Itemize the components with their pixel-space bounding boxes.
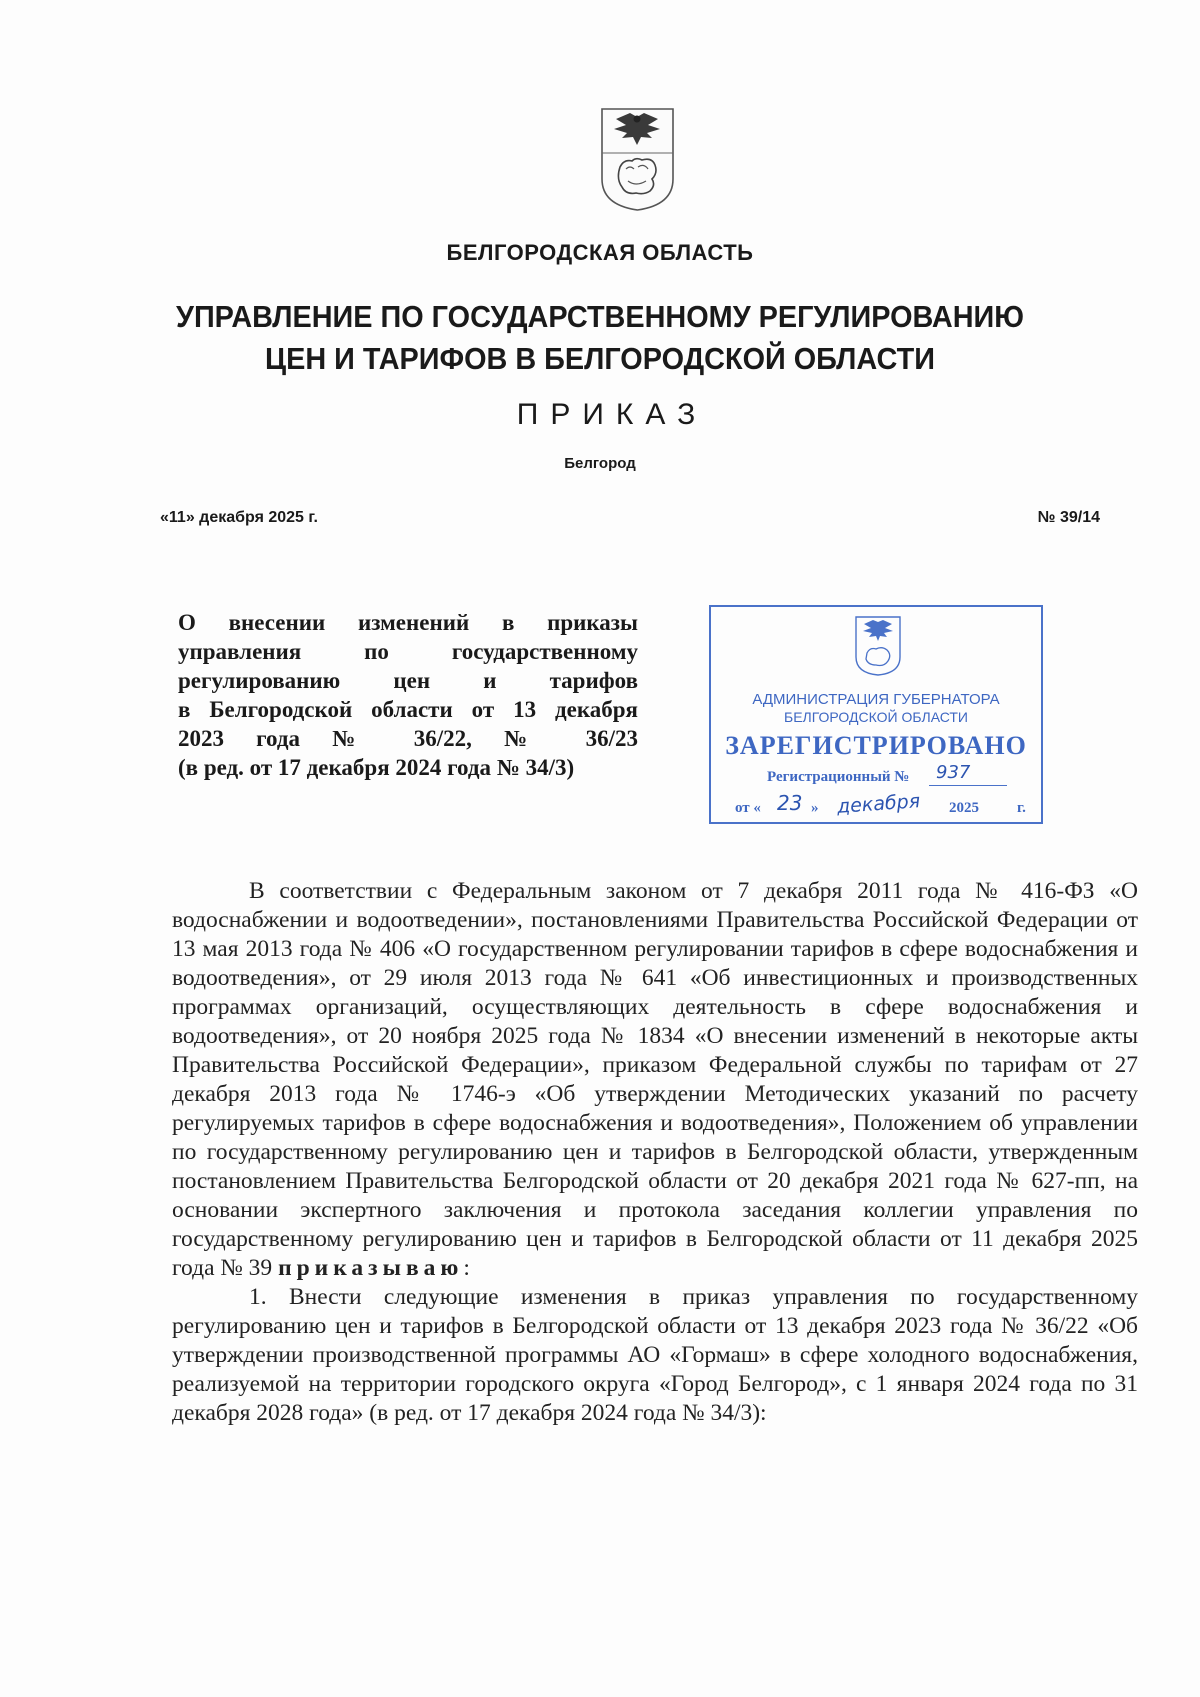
order-date: «11» декабря 2025 г.: [160, 509, 318, 526]
subject-line: в Белгородской области от 13 декабря: [178, 697, 638, 722]
order-body: [172, 877, 1138, 1428]
preamble-end: :: [463, 1255, 470, 1281]
preamble-text: В соответствии с Федеральным законом от 7 декабря 2011 года № 416-ФЗ «О водоснабжении и водоотведении», постановлениями Правительства Российской Федерации от 13 мая 2013 года № 406 «О государственном регулировании тарифов в сфере водоснабжения и водоотведения», от 29 июля 2013 года № 641 «Об инвестиционных и производственных программах организаций, осуществляющих деятельность в сфере водоснабжения и водоотведения», от 20 ноября 2025 года № 1834 «О внесении изменений в некоторые акты Правительства Российской Федерации», приказом Федеральной службы по тарифам от 27 декабря 2013 года № 1746-э «Об утверждении Методических указаний по расчету регулируемых тарифов в сфере водоснабжения и водоотведения», Положением об управлении по государственному регулированию цен и тарифов в Белгородской области, утвержденным постановлением Правительства Белгородской области от 20 декабря 2021 года № 627-пп, на основании экспертного заключения и протокола заседания коллегии управления по государственному регулированию цен и тарифов в Белгородской области от 11 декабря 2025 года № 39: [172, 878, 1138, 1281]
subject-line: 2023 года № 36/22, № 36/23: [178, 726, 638, 751]
stamp-month: декабря: [836, 790, 921, 818]
stamp-org-line2: БЕЛГОРОДСКОЙ ОБЛАСТИ: [784, 709, 968, 725]
coat-of-arms-icon: [600, 107, 675, 212]
subject-line: О внесении изменений в приказы: [178, 610, 638, 635]
city: Белгород: [564, 455, 636, 472]
document-type: ПРИКАЗ: [516, 398, 708, 431]
order-keyword: приказываю: [278, 1255, 464, 1281]
stamp-year-suffix: г.: [1017, 800, 1026, 816]
stamp-quote: »: [811, 800, 819, 816]
stamp-reg-label: Регистрационный №: [767, 769, 910, 785]
order-subject: [178, 608, 638, 782]
stamp-underline: [929, 785, 1007, 786]
preamble-paragraph: [172, 877, 1138, 1283]
subject-line: регулированию цен и тарифов: [178, 668, 638, 693]
stamp-from-label: от «: [735, 800, 761, 816]
order-number: № 39/14: [1037, 509, 1100, 526]
subject-line: управления по государственному: [178, 639, 638, 664]
stamp-org-line1: АДМИНИСТРАЦИЯ ГУБЕРНАТОРА: [752, 691, 1000, 708]
organization-title-line2: ЦЕН И ТАРИФОВ В БЕЛГОРОДСКОЙ ОБЛАСТИ: [265, 341, 935, 376]
stamp-emblem-icon: [854, 615, 902, 677]
clause-paragraph: 1. Внести следующие изменения в приказ управления по государственному регулированию цен и тарифов в Белгородской области от 13 декабря 2023 года № 36/22 «Об утверждении производственной программы АО «Гормаш» в сфере холодного водоснабжения, реализуемой на территории городского округа «Город Белгород», с 1 января 2024 года по 31 декабря 2028 года» (в ред. от 17 декабря 2024 года № 34/3):: [172, 1284, 1138, 1426]
stamp-registered: ЗАРЕГИСТРИРОВАНО: [725, 731, 1027, 760]
region-title: БЕЛГОРОДСКАЯ ОБЛАСТЬ: [446, 240, 754, 265]
subject-line: (в ред. от 17 декабря 2024 года № 34/3): [178, 755, 575, 780]
registration-stamp: [709, 605, 1043, 824]
organization-title-line1: УПРАВЛЕНИЕ ПО ГОСУДАРСТВЕННОМУ РЕГУЛИРОВАНИЮ: [176, 299, 1024, 334]
stamp-year: 2025: [949, 800, 979, 816]
stamp-day: 23: [777, 791, 803, 815]
stamp-reg-number: 937: [936, 762, 971, 783]
organization-title: [42, 296, 1158, 380]
